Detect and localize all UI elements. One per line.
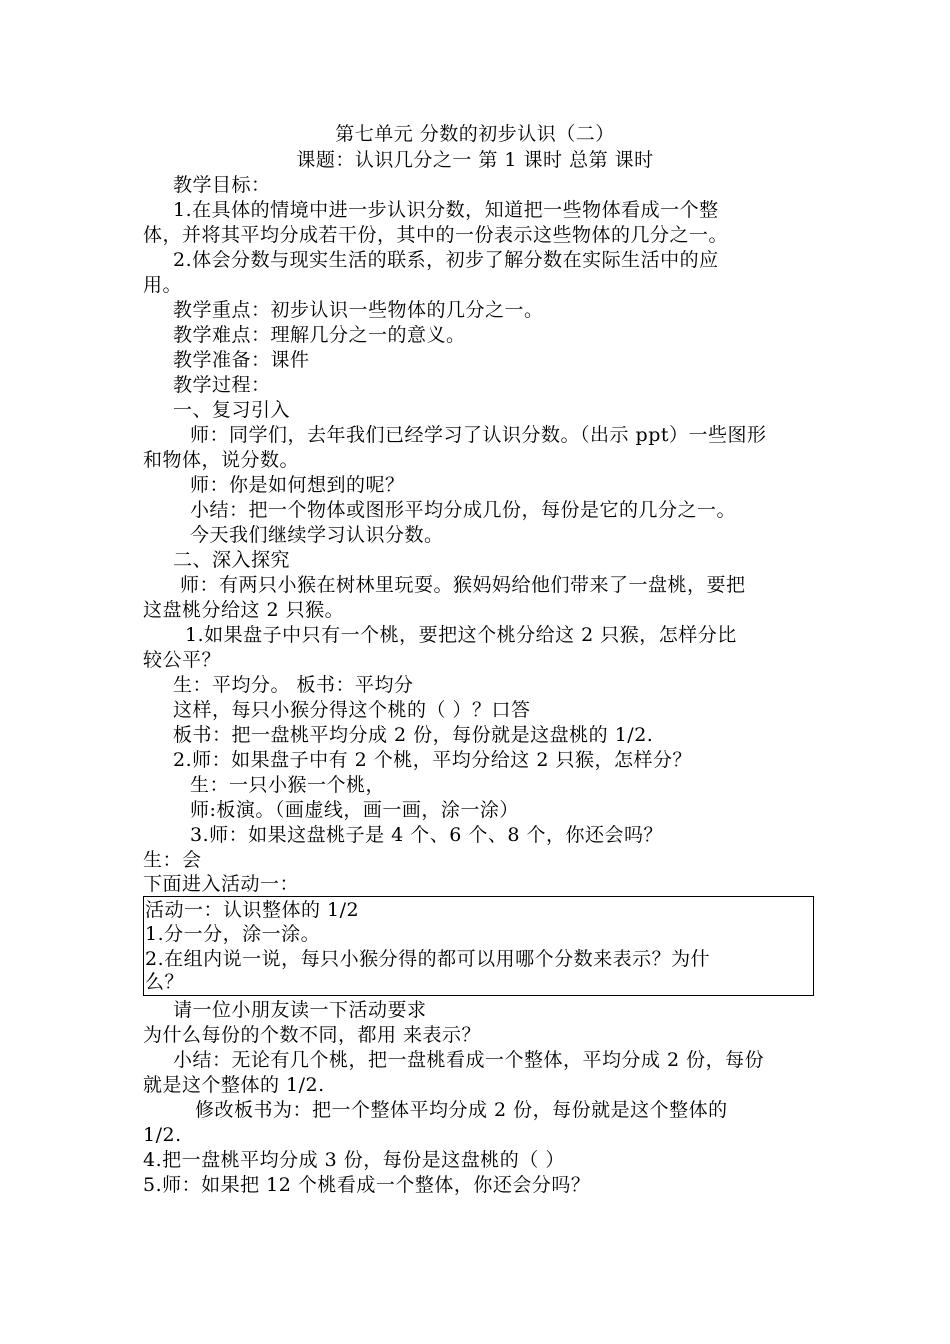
paragraph-2: 师：你是如何想到的呢？ [190,474,405,496]
preparation: 教学准备：课件 [173,349,310,371]
paragraph-1-line-1: 师：同学们，去年我们已经学习了认识分数。（出示 ppt）一些图形 [190,424,767,446]
question-1-line-1: 1.如果盘子中只有一个桃，要把这个桃分给这 2 只猴，怎样分比 [185,624,737,646]
key-point: 教学重点：初步认识一些物体的几分之一。 [173,299,544,321]
question-2-answer: 生：一只小猴一个桃， [190,774,386,796]
paragraph-5-line-2: 这盘桃分给这 2 只猴。 [143,599,345,621]
summary-2-line-1: 小结：无论有几个桃，把一盘桃看成一个整体，平均分成 2 份，每份 [173,1049,765,1071]
question-5: 5.师：如果把 12 个桃看成一个整体，你还会分吗？ [143,1174,591,1196]
unit-title: 第七单元 分数的初步认识（二） [335,123,615,145]
objective-2-line-2: 用。 [143,274,183,296]
revised-board-line-2: 1/2. [143,1124,182,1146]
paragraph-4: 今天我们继续学习认识分数。 [190,524,444,546]
paragraph-1-line-2: 和物体，说分数。 [143,449,300,471]
question-2: 2.师：如果盘子中有 2 个桃，平均分给这 2 只猴，怎样分？ [173,749,692,771]
paragraph-6: 请一位小朋友读一下活动要求 [173,999,427,1021]
question-3-answer: 生：会 [143,849,202,871]
paragraph-7: 为什么每份的个数不同，都用 来表示？ [143,1024,482,1046]
objectives-heading: 教学目标： [173,174,271,196]
question-1-answer: 生：平均分。 板书：平均分 [173,674,414,696]
revised-board-line-1: 修改板书为：把一个整体平均分成 2 份，每份就是这个整体的 [195,1099,728,1121]
section-1-heading: 一、复习引入 [173,399,291,421]
question-4: 4.把一盘桃平均分成 3 份，每份是这盘桃的（ ） [143,1149,565,1171]
activity-intro: 下面进入活动一： [143,873,300,895]
process-heading: 教学过程： [173,374,271,396]
question-1-line-2: 较公平？ [143,649,222,671]
question-2-teacher: 师:板演。（画虚线，画一画，涂一涂） [190,799,519,821]
paragraph-5-line-1: 师：有两只小猴在树林里玩耍。猴妈妈给他们带来了一盘桃，要把 [180,574,746,596]
activity-title: 活动一：认识整体的 1/2 [145,899,360,921]
section-2-heading: 二、深入探究 [173,549,291,571]
activity-item-2-line-1: 2.在组内说一说，每只小猴分得的都可以用哪个分数来表示？为什 [145,948,711,970]
question-3: 3.师：如果这盘桃子是 4 个、6 个、8 个，你还会吗？ [190,824,664,846]
objective-1-line-2: 体，并将其平均分成若干份，其中的一份表示这些物体的几分之一。 [143,224,729,246]
objective-1-line-1: 1.在具体的情境中进一步认识分数，知道把一些物体看成一个整 [173,199,719,221]
question-1-follow-up: 这样，每只小猴分得这个桃的（ ）？口答 [173,699,531,721]
question-1-board: 板书：把一盘桃平均分成 2 份，每份就是这盘桃的 1/2. [173,724,654,746]
objective-2-line-1: 2.体会分数与现实生活的联系，初步了解分数在实际生活中的应 [173,249,719,271]
summary-1: 小结：把一个物体或图形平均分成几份，每份是它的几分之一。 [190,499,737,521]
difficulty: 教学难点：理解几分之一的意义。 [173,324,466,346]
activity-item-2-line-2: 么？ [145,971,185,993]
lesson-title: 课题：认识几分之一 第 1 课时 总第 课时 [296,149,654,171]
summary-2-line-2: 就是这个整体的 1/2. [143,1074,325,1096]
activity-item-1: 1.分一分，涂一涂。 [145,923,321,945]
